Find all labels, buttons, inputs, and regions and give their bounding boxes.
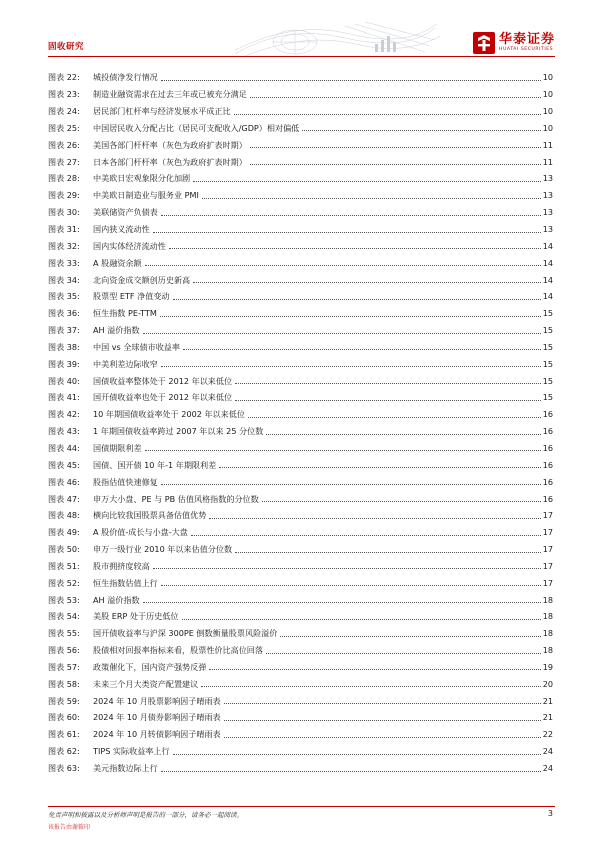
toc-dot-leader [234, 114, 541, 115]
toc-entry-title: 2024 年 10 月债券影响因子晴雨表 [93, 712, 221, 723]
toc-entry[interactable] [48, 490, 553, 507]
toc-entry-page: 24 [542, 746, 553, 757]
toc-entry-page: 18 [542, 628, 553, 639]
toc-entry-title: 中美欧日宏观象限分化加剧 [93, 173, 191, 184]
toc-dot-leader [161, 585, 541, 586]
toc-entry-label: 图表 34: [48, 274, 80, 285]
toc-dot-leader [266, 434, 540, 435]
toc-entry-title: 恒生指数 PE-TTM [93, 308, 157, 319]
toc-entry-title: 国内实体经济流动性 [93, 240, 166, 251]
toc-entry-title: 北向资金成交额创历史新高 [93, 274, 191, 285]
toc-entry-page: 16 [542, 476, 553, 487]
toc-entry-page: 21 [542, 695, 553, 706]
header-divider [48, 56, 555, 57]
toc-entry-page: 17 [542, 527, 553, 538]
toc-entry-label: 图表 26: [48, 139, 80, 150]
toc-entry-title: 国债、国开债 10 年-1 年期限利差 [93, 459, 217, 470]
huatai-logo-icon [473, 32, 495, 54]
toc-entry[interactable] [48, 389, 553, 406]
toc-entry-title: 美联储资产负债表 [93, 207, 158, 218]
toc-entry-label: 图表 42: [48, 409, 80, 420]
toc-entry-title: 股指估值快速修复 [93, 476, 158, 487]
page-header [0, 0, 595, 62]
toc-entry-label: 图表 59: [48, 695, 80, 706]
toc-entry[interactable] [48, 507, 553, 524]
toc-entry[interactable] [48, 541, 553, 558]
toc-entry[interactable] [48, 760, 553, 777]
toc-entry-page: 13 [542, 224, 553, 235]
toc-entry-label: 图表 55: [48, 628, 80, 639]
toc-entry-page: 17 [542, 544, 553, 555]
toc-entry[interactable] [48, 574, 553, 591]
toc-entry[interactable] [48, 709, 553, 726]
toc-dot-leader [145, 450, 541, 451]
toc-entry-page: 20 [542, 678, 553, 689]
toc-entry-label: 图表 23: [48, 89, 80, 100]
toc-entry-label: 图表 50: [48, 544, 80, 555]
toc-dot-leader [161, 484, 541, 485]
toc-entry-page: 11 [542, 139, 553, 150]
toc-entry-title: AH 溢价指数 [93, 594, 140, 605]
toc-entry-label: 图表 49: [48, 527, 80, 538]
toc-entry-page: 24 [542, 763, 553, 774]
toc-entry-page: 15 [542, 325, 553, 336]
toc-entry-title: 日本各部门杆杆率（灰色为政府扩表时期） [93, 156, 247, 167]
toc-entry-title: 城投债净发行情况 [93, 72, 158, 83]
toc-entry[interactable] [48, 86, 553, 103]
toc-entry-title: 10 年期国债收益率处于 2002 年以来低位 [93, 409, 245, 420]
toc-entry[interactable] [48, 406, 553, 423]
toc-dot-leader [201, 686, 540, 687]
toc-entry-label: 图表 43: [48, 426, 80, 437]
toc-entry-title: 中美欧日制造业与服务业 PMI [93, 190, 199, 201]
toc-entry-page: 22 [542, 729, 553, 740]
toc-entry-page: 15 [542, 358, 553, 369]
toc-dot-leader [235, 383, 541, 384]
toc-entry-label: 图表 52: [48, 577, 80, 588]
toc-entry-title: 申万大小盘、PE 与 PB 估值风格指数的分位数 [93, 493, 259, 504]
toc-entry[interactable] [48, 204, 553, 221]
toc-entry-page: 17 [542, 510, 553, 521]
toc-entry[interactable] [48, 625, 553, 642]
toc-entry-label: 图表 40: [48, 375, 80, 386]
footer-disclaimer: 免责声明和披露以及分析师声明是报告的一部分，请务必一起阅读。 [48, 811, 243, 819]
toc-entry-title: 居民部门杠杆率与经济发展水平成正比 [93, 106, 231, 117]
toc-entry-title: 中国居民收入分配占比（居民可支配收入/GDP）相对偏低 [93, 122, 300, 133]
toc-entry-title: 美国各部门杆杆率（灰色为政府扩表时期） [93, 139, 247, 150]
toc-entry-title: 政策催化下，国内资产强势反弹 [93, 661, 207, 672]
toc-entry-page: 14 [542, 274, 553, 285]
toc-entry-page: 13 [542, 173, 553, 184]
toc-dot-leader [219, 467, 540, 468]
toc-entry-label: 图表 47: [48, 493, 80, 504]
toc-entry-title: 股市拥挤度较高 [93, 560, 150, 571]
toc-entry-label: 图表 56: [48, 645, 80, 656]
toc-entry-label: 图表 63: [48, 763, 80, 774]
toc-dot-leader [161, 771, 541, 772]
toc-dot-leader [143, 333, 541, 334]
toc-entry-label: 图表 35: [48, 291, 80, 302]
toc-entry-title: 美股 ERP 处于历史低位 [93, 611, 179, 622]
toc-entry[interactable] [48, 69, 553, 86]
toc-entry[interactable] [48, 136, 553, 153]
brand-logo [473, 32, 555, 54]
toc-entry-page: 15 [542, 308, 553, 319]
toc-entry-title: 国债期限利差 [93, 442, 142, 453]
toc-dot-leader [250, 147, 541, 148]
toc-entry[interactable] [48, 305, 553, 322]
toc-dot-leader [250, 97, 541, 98]
toc-entry-page: 15 [542, 392, 553, 403]
toc-entry-page: 10 [542, 89, 553, 100]
footer-divider [48, 806, 555, 807]
toc-entry-label: 图表 36: [48, 308, 80, 319]
toc-entry[interactable] [48, 423, 553, 440]
toc-entry-page: 15 [542, 375, 553, 386]
toc-dot-leader [183, 349, 541, 350]
brand-name-en: HUATAI SECURITIES [498, 47, 554, 52]
toc-entry-page: 10 [542, 106, 553, 117]
toc-dot-leader [153, 232, 541, 233]
toc-entry-page: 13 [542, 207, 553, 218]
toc-entry-title: 申万一级行业 2010 年以来估值分位数 [93, 544, 233, 555]
toc-entry[interactable] [48, 339, 553, 356]
toc-entry[interactable] [48, 288, 553, 305]
toc-entry-page: 19 [542, 661, 553, 672]
toc-dot-leader [266, 653, 541, 654]
toc-entry-title: 国内狭义流动性 [93, 224, 150, 235]
toc-dot-leader [193, 181, 541, 182]
toc-entry[interactable] [48, 103, 553, 120]
toc-entry-title: 股票型 ETF 净值变动 [93, 291, 170, 302]
toc-entry[interactable] [48, 524, 553, 541]
toc-dot-leader [182, 619, 541, 620]
toc-entry-label: 图表 22: [48, 72, 80, 83]
toc-entry-title: 美元指数边际上行 [93, 763, 158, 774]
toc-entry[interactable] [48, 322, 553, 339]
toc-entry-title: AH 溢价指数 [93, 325, 140, 336]
toc-entry-page: 14 [542, 240, 553, 251]
toc-entry-label: 图表 41: [48, 392, 80, 403]
toc-entry-page: 13 [542, 190, 553, 201]
toc-entry-title: TIPS 实际收益率上行 [93, 746, 170, 757]
toc-dot-leader [235, 552, 541, 553]
toc-entry-page: 16 [542, 493, 553, 504]
toc-entry-title: 2024 年 10 月转债影响因子晴雨表 [93, 729, 221, 740]
toc-entry-label: 图表 30: [48, 207, 80, 218]
toc-entry-label: 图表 46: [48, 476, 80, 487]
toc-entry-label: 图表 38: [48, 341, 80, 352]
toc-entry-label: 图表 27: [48, 156, 80, 167]
toc-dot-leader [160, 316, 541, 317]
toc-entry-label: 图表 45: [48, 459, 80, 470]
toc-entry-title: 横向比较我国股票具备估值优势 [93, 510, 207, 521]
toc-entry[interactable] [48, 743, 553, 760]
toc-entry-label: 图表 28: [48, 173, 80, 184]
toc-entry-page: 16 [542, 409, 553, 420]
toc-dot-leader [145, 265, 541, 266]
toc-dot-leader [224, 737, 541, 738]
toc-entry[interactable] [48, 456, 553, 473]
toc-entry[interactable] [48, 726, 553, 743]
toc-entry-title: 未来三个月大类资产配置建议 [93, 678, 199, 689]
toc-entry-label: 图表 62: [48, 746, 80, 757]
toc-dot-leader [224, 703, 541, 704]
toc-entry[interactable] [48, 608, 553, 625]
toc-dot-leader [193, 282, 541, 283]
toc-entry-page: 10 [542, 122, 553, 133]
toc-entry[interactable] [48, 659, 553, 676]
toc-entry[interactable] [48, 254, 553, 271]
toc-entry-title: 中国 vs 全球债市收益率 [93, 341, 180, 352]
toc-dot-leader [262, 501, 541, 502]
toc-entry-label: 图表 32: [48, 240, 80, 251]
toc-entry[interactable] [48, 372, 553, 389]
toc-entry-page: 14 [542, 291, 553, 302]
toc-entry-page: 16 [542, 442, 553, 453]
toc-entry-label: 图表 33: [48, 257, 80, 268]
toc-entry-page: 14 [542, 257, 553, 268]
toc-entry[interactable] [48, 237, 553, 254]
toc-entry[interactable] [48, 642, 553, 659]
toc-entry-page: 16 [542, 459, 553, 470]
toc-entry-title: 1 年期国债收益率跨过 2007 年以来 25 分位数 [93, 426, 264, 437]
toc-entry-title: 股债相对回报率指标来看，股票性价比高位回落 [93, 645, 263, 656]
toc-entry-page: 18 [542, 645, 553, 656]
toc-entry[interactable] [48, 692, 553, 709]
toc-dot-leader [143, 602, 541, 603]
toc-dot-leader [161, 215, 541, 216]
toc-entry-page: 11 [542, 156, 553, 167]
toc-entry-page: 18 [542, 594, 553, 605]
toc-entry-title: 国开债收益率与沪深 300PE 倒数衡量股票风险溢价 [93, 628, 278, 639]
toc-entry-title: A 股融资余额 [93, 257, 142, 268]
toc-entry-label: 图表 58: [48, 678, 80, 689]
toc-entry[interactable] [48, 153, 553, 170]
toc-entry-label: 图表 48: [48, 510, 80, 521]
toc-entry-page: 10 [542, 72, 553, 83]
toc-entry-page: 17 [542, 577, 553, 588]
toc-dot-leader [250, 164, 541, 165]
toc-entry[interactable] [48, 355, 553, 372]
toc-dot-leader [169, 248, 541, 249]
toc-entry-page: 15 [542, 341, 553, 352]
toc-entry-title: 2024 年 10 月股票影响因子晴雨表 [93, 695, 221, 706]
toc-dot-leader [248, 417, 541, 418]
toc-dot-leader [153, 568, 541, 569]
toc-entry[interactable] [48, 120, 553, 137]
toc-entry[interactable] [48, 271, 553, 288]
toc-entry-label: 图表 44: [48, 442, 80, 453]
page-number: 3 [547, 809, 553, 818]
toc-dot-leader [302, 130, 540, 131]
toc-entry-title: 中美利差边际收窄 [93, 358, 158, 369]
toc-dot-leader [173, 754, 541, 755]
toc-entry-label: 图表 57: [48, 661, 80, 672]
toc-entry[interactable] [48, 557, 553, 574]
toc-entry-label: 图表 25: [48, 122, 80, 133]
toc-entry-label: 图表 31: [48, 224, 80, 235]
figure-index-list [48, 69, 553, 776]
header-decoration-graphic [225, 18, 445, 58]
toc-entry-page: 16 [542, 426, 553, 437]
toc-entry[interactable] [48, 221, 553, 238]
section-label: 固收研究 [48, 42, 85, 52]
toc-entry-label: 图表 24: [48, 106, 80, 117]
toc-dot-leader [209, 669, 540, 670]
toc-entry-page: 17 [542, 560, 553, 571]
toc-dot-leader [191, 535, 541, 536]
toc-dot-leader [280, 636, 540, 637]
toc-entry-label: 图表 51: [48, 560, 80, 571]
toc-entry[interactable] [48, 440, 553, 457]
toc-dot-leader [209, 518, 540, 519]
toc-entry-title: 国开债收益率也处于 2012 年以来低位 [93, 392, 233, 403]
report-id-watermark: 该报告由谢筱印 [48, 824, 91, 831]
toc-entry-label: 图表 29: [48, 190, 80, 201]
toc-dot-leader [202, 198, 541, 199]
toc-entry-page: 18 [542, 611, 553, 622]
toc-entry[interactable] [48, 591, 553, 608]
toc-entry-title: 制造业融资需求在过去三年或已被充分满足 [93, 89, 247, 100]
toc-entry-label: 图表 39: [48, 358, 80, 369]
toc-entry[interactable] [48, 170, 553, 187]
toc-entry-label: 图表 60: [48, 712, 80, 723]
toc-dot-leader [173, 299, 541, 300]
toc-dot-leader [161, 80, 541, 81]
toc-entry-title: 国债收益率整体处于 2012 年以来低位 [93, 375, 233, 386]
toc-entry[interactable] [48, 473, 553, 490]
toc-entry-label: 图表 54: [48, 611, 80, 622]
toc-entry-label: 图表 53: [48, 594, 80, 605]
toc-entry-title: 恒生指数估值上行 [93, 577, 158, 588]
toc-entry[interactable] [48, 675, 553, 692]
toc-dot-leader [235, 400, 541, 401]
toc-dot-leader [224, 720, 541, 721]
toc-dot-leader [161, 366, 541, 367]
brand-name-cn: 华泰证券 [498, 32, 555, 47]
toc-entry-title: A 股价值-成长与小盘-大盘 [93, 527, 188, 538]
toc-entry[interactable] [48, 187, 553, 204]
toc-entry-label: 图表 37: [48, 325, 80, 336]
toc-entry-label: 图表 61: [48, 729, 80, 740]
toc-entry-page: 21 [542, 712, 553, 723]
